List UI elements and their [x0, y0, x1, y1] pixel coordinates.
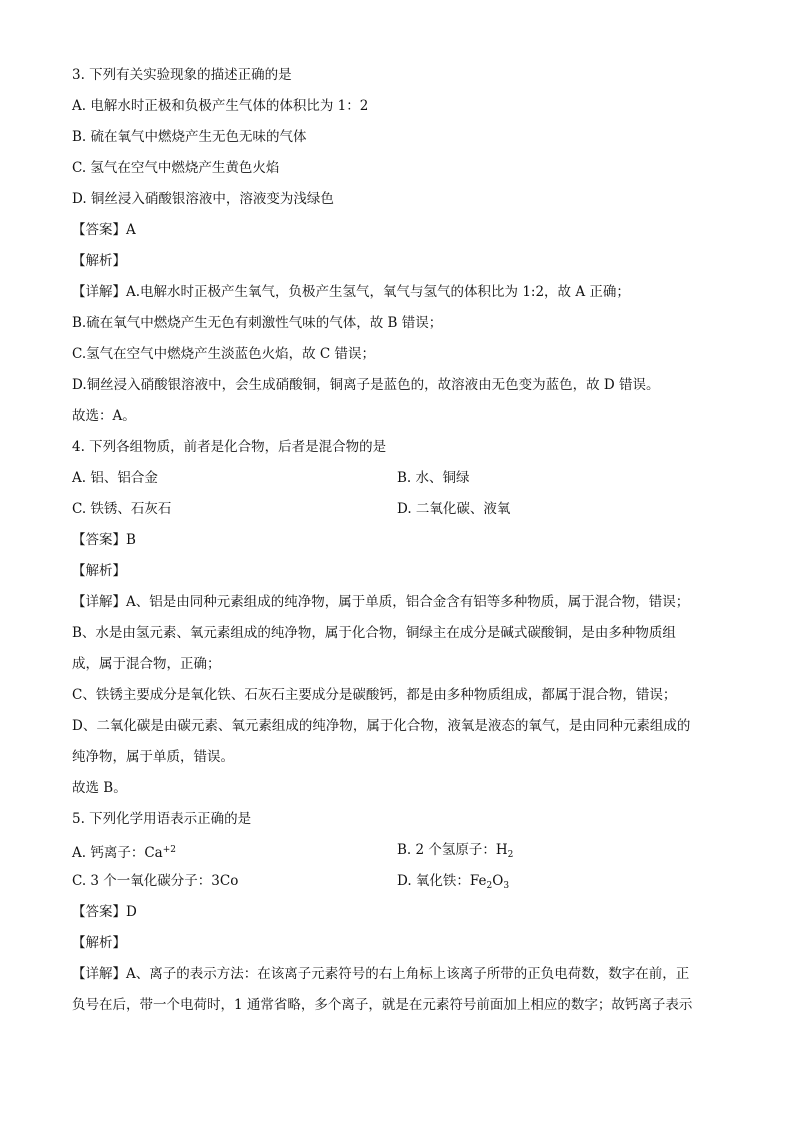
question-3-option-c: C. 氢气在空气中燃烧产生黄色火焰 — [72, 160, 280, 176]
question-5-option-c: C. 3 个一氧化碳分子：3Co — [72, 873, 239, 889]
question-3-option-b: B. 硫在氧气中燃烧产生无色无味的气体 — [72, 129, 307, 145]
question-3-answer: 【答案】A — [72, 222, 136, 238]
question-4-detail-b-line-1: B、水是由氢元素、氧元素组成的纯净物，属于化合物，铜绿主在成分是碱式碳酸铜，是由多种物质组 — [72, 625, 676, 641]
question-3-conclusion: 故选：A。 — [72, 408, 136, 424]
question-4-conclusion: 故选 B。 — [72, 780, 127, 796]
document-page — [72, 62, 722, 1023]
question-4-detail-b-line-2: 成，属于混合物，正确； — [72, 656, 221, 672]
question-3-detail-d: D.铜丝浸入硝酸银溶液中，会生成硝酸铜，铜离子是蓝色的，故溶液由无色变为蓝色，故 D 错误。 — [72, 377, 660, 393]
question-5-detail-line-1: 【详解】A、离子的表示方法：在该离子元素符号的右上角标上该离子所带的正负电荷数，数字在前，正 — [72, 966, 690, 982]
question-5-option-b — [397, 837, 722, 868]
question-5-option-a — [72, 837, 397, 868]
question-5-option-a-text: A. 钙离子：Ca — [72, 845, 163, 861]
question-3-detail-b: B.硫在氧气中燃烧产生无色有刺激性气味的气体，故 B 错误； — [72, 315, 443, 331]
question-5-option-b-text: B. 2 个氢原子：H — [397, 842, 508, 858]
question-4-option-d: D. 二氧化碳、液氧 — [397, 501, 511, 517]
question-4-option-b: B. 水、铜绿 — [397, 470, 470, 486]
question-3-option-a: A. 电解水时正极和负极产生气体的体积比为 1：2 — [72, 98, 369, 114]
question-5-options-row-1 — [72, 837, 722, 868]
question-4-detail-d-line-1: D、二氧化碳是由碳元素、氧元素组成的纯净物，属于化合物，液氧是液态的氧气，是由同种元素组成的 — [72, 718, 691, 734]
question-5-option-b-subscript: 2 — [507, 850, 514, 860]
question-5-analysis-label: 【解析】 — [72, 935, 126, 951]
question-5-option-d-oxygen: O — [492, 873, 504, 889]
question-3-analysis-label: 【解析】 — [72, 253, 126, 269]
question-5-option-a-superscript: +2 — [162, 845, 176, 855]
question-4-analysis-label: 【解析】 — [72, 563, 126, 579]
question-5-option-d-subscript-2: 3 — [503, 881, 510, 891]
question-4-detail-d-line-2: 纯净物，属于单质，错误。 — [72, 749, 234, 765]
question-4-answer: 【答案】B — [72, 532, 136, 548]
question-4-detail-a: 【详解】A、铝是由同种元素组成的纯净物，属于单质，铝合金含有铝等多种物质，属于混合物，错误； — [72, 594, 690, 610]
question-3-stem: 3. 下列有关实验现象的描述正确的是 — [72, 67, 292, 83]
question-4-stem: 4. 下列各组物质，前者是化合物，后者是混合物的是 — [72, 439, 387, 455]
question-5-answer: 【答案】D — [72, 904, 137, 920]
question-5-option-d-text: D. 氧化铁：Fe — [397, 873, 487, 889]
question-3-detail-c: C.氢气在空气中燃烧产生淡蓝色火焰，故 C 错误； — [72, 346, 376, 362]
question-4-option-c: C. 铁锈、石灰石 — [72, 501, 172, 517]
question-4-options-row-1 — [72, 465, 722, 496]
question-4-options-row-2 — [72, 496, 722, 527]
question-5-stem: 5. 下列化学用语表示正确的是 — [72, 811, 252, 827]
question-5-option-d — [397, 868, 722, 899]
question-4-detail-c: C、铁锈主要成分是氧化铁、石灰石主要成分是碳酸钙，都是由多种物质组成，都属于混合物，错误； — [72, 687, 677, 703]
question-5-detail-line-2: 负号在后，带一个电荷时，1 通常省略，多个离子，就是在元素符号前面加上相应的数字；故钙离子表示 — [72, 997, 693, 1013]
question-5-options-row-2 — [72, 868, 722, 899]
question-3-detail-a: 【详解】A.电解水时正极产生氧气，负极产生氢气，氧气与氢气的体积比为 1:2，故 A 正确； — [72, 284, 630, 300]
question-4-option-a: A. 铝、铝合金 — [72, 470, 158, 486]
question-3-option-d: D. 铜丝浸入硝酸银溶液中，溶液变为浅绿色 — [72, 191, 334, 207]
question-5-option-d-subscript-1: 2 — [486, 881, 493, 891]
